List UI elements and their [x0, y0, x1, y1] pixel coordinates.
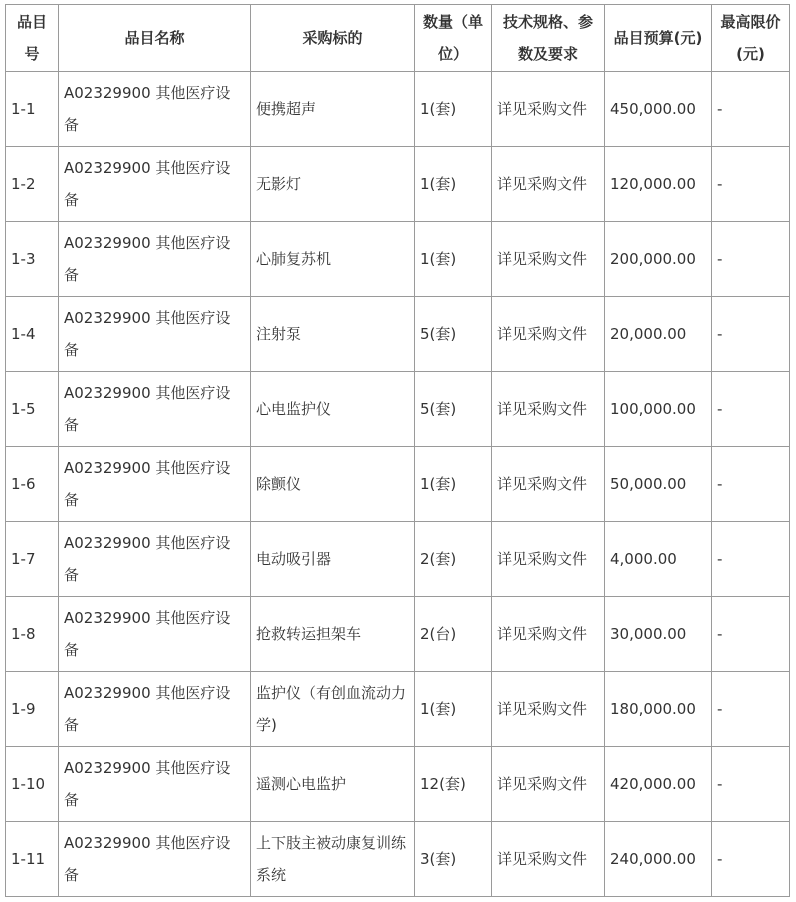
cell-quantity: 3(套): [415, 822, 492, 897]
table-row: [6, 822, 790, 897]
cell-max-price: -: [712, 297, 790, 372]
cell-procurement-subject: 电动吸引器: [251, 522, 415, 597]
cell-item-number: 1-8: [6, 597, 59, 672]
cell-procurement-subject: 心电监护仪: [251, 372, 415, 447]
header-specs: 技术规格、参数及要求: [492, 5, 605, 72]
cell-item-number: 1-10: [6, 747, 59, 822]
cell-specs: 详见采购文件: [492, 147, 605, 222]
cell-item-name: A02329900 其他医疗设备: [59, 672, 251, 747]
header-procurement-subject: 采购标的: [251, 5, 415, 72]
cell-item-name: A02329900 其他医疗设备: [59, 222, 251, 297]
cell-item-number: 1-2: [6, 147, 59, 222]
cell-item-number: 1-5: [6, 372, 59, 447]
table-row: [6, 297, 790, 372]
procurement-table-wrapper: [5, 4, 790, 897]
cell-item-number: 1-4: [6, 297, 59, 372]
cell-quantity: 2(套): [415, 522, 492, 597]
cell-procurement-subject: 无影灯: [251, 147, 415, 222]
cell-procurement-subject: 除颤仪: [251, 447, 415, 522]
cell-max-price: -: [712, 522, 790, 597]
cell-max-price: -: [712, 72, 790, 147]
table-row: [6, 222, 790, 297]
cell-quantity: 1(套): [415, 147, 492, 222]
cell-procurement-subject: 抢救转运担架车: [251, 597, 415, 672]
header-item-number: 品目号: [6, 5, 59, 72]
cell-specs: 详见采购文件: [492, 297, 605, 372]
table-row: [6, 147, 790, 222]
cell-quantity: 1(套): [415, 222, 492, 297]
table-row: [6, 672, 790, 747]
cell-procurement-subject: 便携超声: [251, 72, 415, 147]
cell-budget: 180,000.00: [605, 672, 712, 747]
cell-budget: 120,000.00: [605, 147, 712, 222]
header-budget: 品目预算(元): [605, 5, 712, 72]
cell-quantity: 1(套): [415, 672, 492, 747]
table-row: [6, 597, 790, 672]
cell-specs: 详见采购文件: [492, 72, 605, 147]
header-item-name: 品目名称: [59, 5, 251, 72]
cell-quantity: 2(台): [415, 597, 492, 672]
cell-max-price: -: [712, 222, 790, 297]
cell-budget: 420,000.00: [605, 747, 712, 822]
table-header-row: [6, 5, 790, 72]
cell-specs: 详见采购文件: [492, 522, 605, 597]
cell-procurement-subject: 心肺复苏机: [251, 222, 415, 297]
cell-budget: 4,000.00: [605, 522, 712, 597]
cell-max-price: -: [712, 372, 790, 447]
cell-budget: 50,000.00: [605, 447, 712, 522]
cell-item-name: A02329900 其他医疗设备: [59, 72, 251, 147]
cell-item-name: A02329900 其他医疗设备: [59, 447, 251, 522]
cell-max-price: -: [712, 822, 790, 897]
cell-budget: 20,000.00: [605, 297, 712, 372]
cell-budget: 450,000.00: [605, 72, 712, 147]
cell-procurement-subject: 注射泵: [251, 297, 415, 372]
cell-item-name: A02329900 其他医疗设备: [59, 147, 251, 222]
cell-max-price: -: [712, 672, 790, 747]
cell-quantity: 1(套): [415, 447, 492, 522]
cell-budget: 30,000.00: [605, 597, 712, 672]
cell-item-name: A02329900 其他医疗设备: [59, 597, 251, 672]
cell-max-price: -: [712, 747, 790, 822]
cell-quantity: 5(套): [415, 372, 492, 447]
cell-item-number: 1-7: [6, 522, 59, 597]
table-row: [6, 447, 790, 522]
cell-specs: 详见采购文件: [492, 222, 605, 297]
cell-quantity: 1(套): [415, 72, 492, 147]
table-row: [6, 522, 790, 597]
cell-item-number: 1-6: [6, 447, 59, 522]
cell-quantity: 12(套): [415, 747, 492, 822]
cell-item-number: 1-3: [6, 222, 59, 297]
cell-specs: 详见采购文件: [492, 822, 605, 897]
procurement-table: [5, 4, 790, 897]
cell-item-name: A02329900 其他医疗设备: [59, 297, 251, 372]
cell-item-number: 1-1: [6, 72, 59, 147]
cell-procurement-subject: 上下肢主被动康复训练系统: [251, 822, 415, 897]
header-max-price: 最高限价(元): [712, 5, 790, 72]
cell-specs: 详见采购文件: [492, 672, 605, 747]
cell-max-price: -: [712, 597, 790, 672]
cell-specs: 详见采购文件: [492, 372, 605, 447]
table-row: [6, 72, 790, 147]
cell-item-name: A02329900 其他医疗设备: [59, 822, 251, 897]
cell-quantity: 5(套): [415, 297, 492, 372]
cell-item-name: A02329900 其他医疗设备: [59, 522, 251, 597]
cell-item-name: A02329900 其他医疗设备: [59, 747, 251, 822]
cell-item-number: 1-11: [6, 822, 59, 897]
cell-budget: 240,000.00: [605, 822, 712, 897]
header-quantity: 数量（单位）: [415, 5, 492, 72]
cell-specs: 详见采购文件: [492, 747, 605, 822]
cell-budget: 200,000.00: [605, 222, 712, 297]
cell-item-name: A02329900 其他医疗设备: [59, 372, 251, 447]
cell-max-price: -: [712, 147, 790, 222]
cell-max-price: -: [712, 447, 790, 522]
cell-specs: 详见采购文件: [492, 597, 605, 672]
cell-specs: 详见采购文件: [492, 447, 605, 522]
cell-budget: 100,000.00: [605, 372, 712, 447]
cell-procurement-subject: 遥测心电监护: [251, 747, 415, 822]
cell-procurement-subject: 监护仪（有创血流动力学): [251, 672, 415, 747]
table-row: [6, 747, 790, 822]
cell-item-number: 1-9: [6, 672, 59, 747]
table-row: [6, 372, 790, 447]
